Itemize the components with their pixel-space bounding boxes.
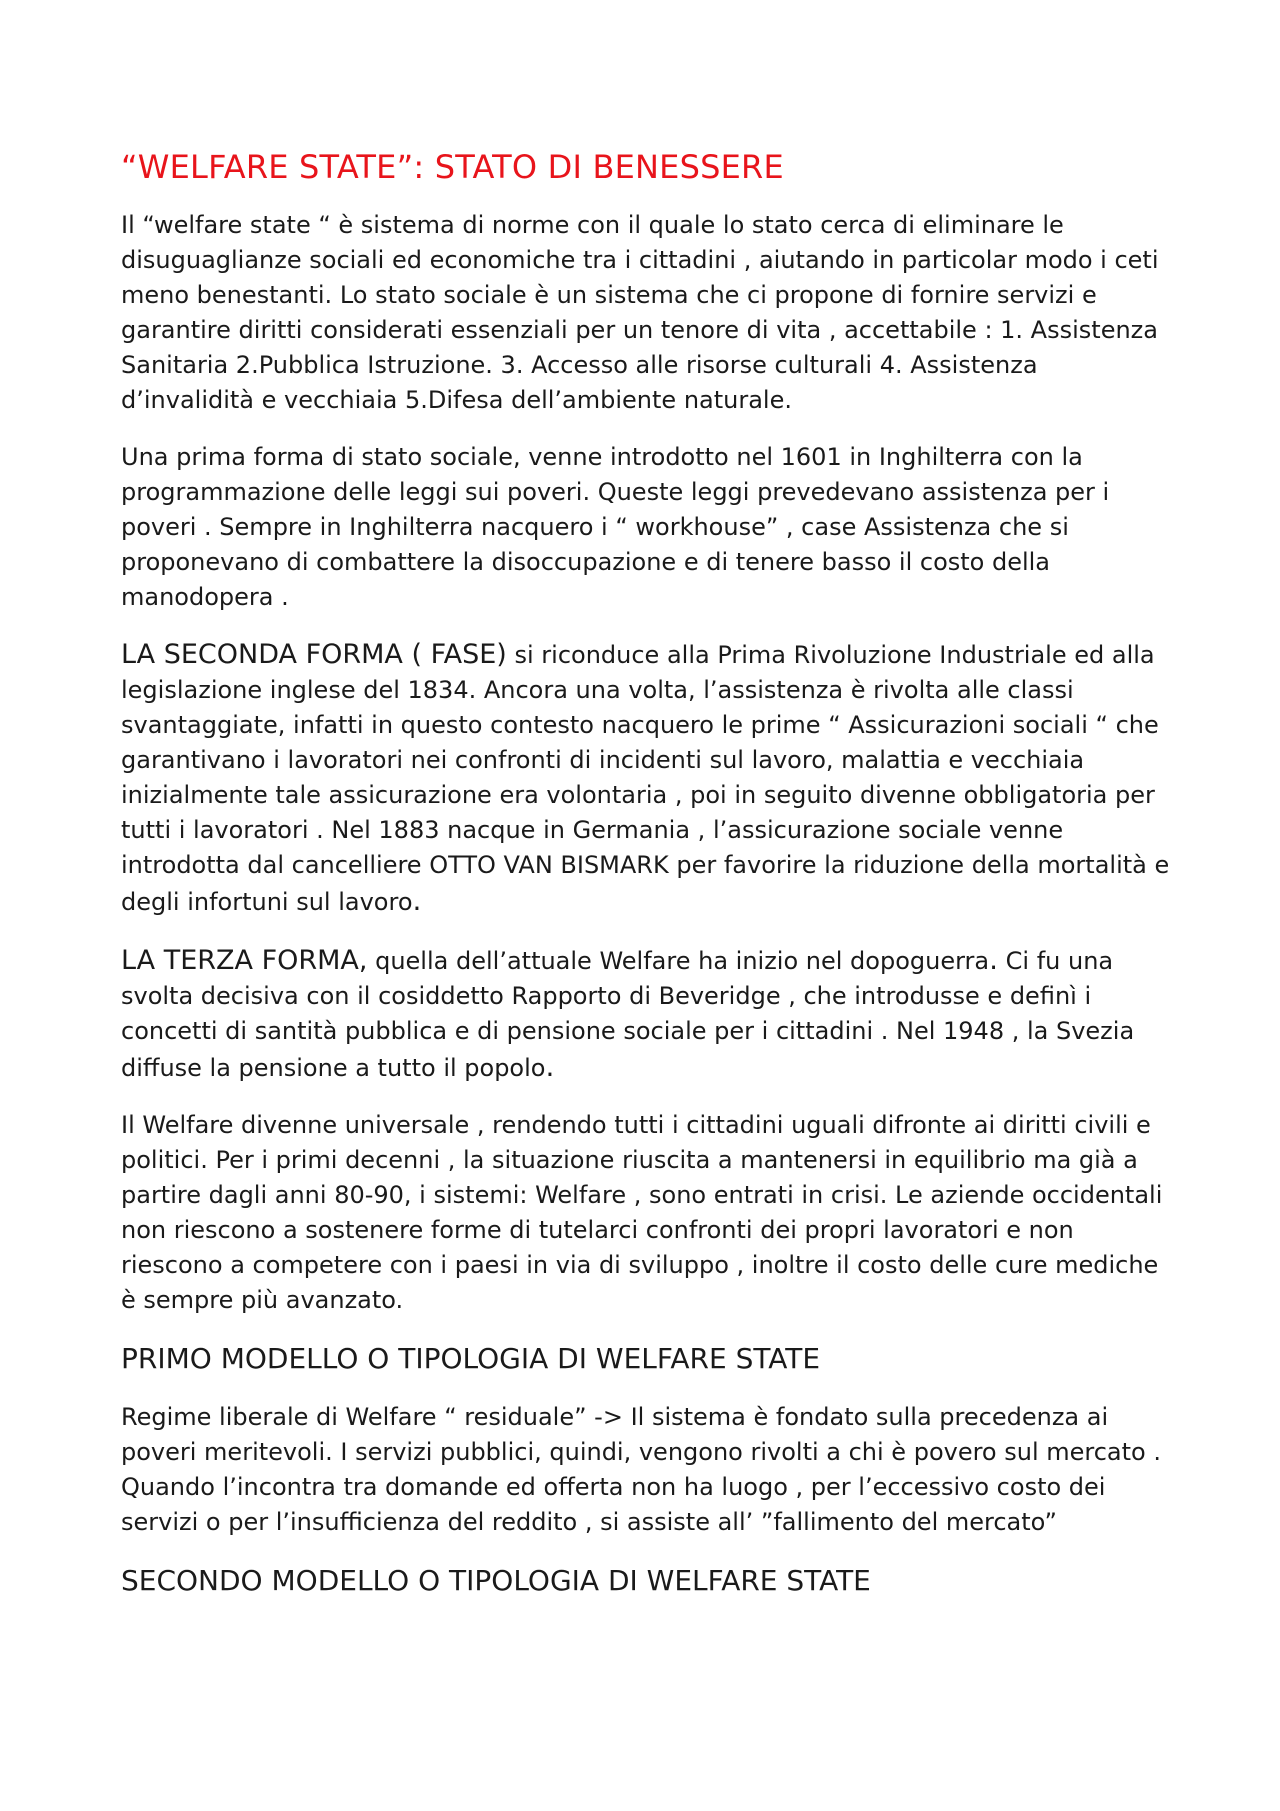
third-form-end: . [545,1050,555,1083]
second-form-body: si riconduce alla Prima Rivoluzione Industriale ed alla legislazione inglese del 1834. Ancora una volta, l’assistenza è rivolta alle classi svantaggiate, infatti in questo contesto nacquero le prime “ Assicurazioni sociali “ che garantivano i lavoratori nei confronti di incidenti sul lavoro, malattia e vecchiaia inizialmente tale assicurazione era volontaria , poi in seguito divenne obbligatoria per tutti i lavoratori . Nel 1883 nacque in Germania , l’assicurazione sociale venne introdotta dal cancelliere OTTO VAN BISMARK per favorire la riduzione della mortalità e degli infortuni sul lavoro [121,641,1170,916]
paragraph-definition: Il “welfare state “ è sistema di norme con il quale lo stato cerca di eliminare le disuguaglianze sociali ed economiche tra i cittadini , aiutando in particolar modo i ceti meno benestanti. Lo stato sociale è un sistema che ci propone di fornire servizi e garantire diritti considerati essenziali per un tenore di vita , accettabile : 1. Assistenza Sanitaria 2.Pubblica Istruzione. 3. Accesso alle risorse culturali 4. Assistenza d’invalidità e vecchiaia 5.Difesa dell’ambiente naturale. [121,211,1159,414]
document-page [121,148,1171,1622]
paragraph-third-form [121,942,1171,1086]
paragraph-first-form: Una prima forma di stato sociale, venne introdotto nel 1601 in Inghilterra con la programmazione delle leggi sui poveri. Queste leggi prevedevano assistenza per i poveri . Sempre in Inghilterra nacquero i “ workhouse” , case Assistenza che si proponevano di combattere la disoccupazione e di tenere basso il costo della manodopera . [121,443,1110,611]
second-form-lead: LA SECONDA FORMA ( FASE) [121,639,507,670]
heading-second-model: SECONDO MODELLO O TIPOLOGIA DI WELFARE STATE [121,1564,871,1597]
heading-first-model: PRIMO MODELLO O TIPOLOGIA DI WELFARE STATE [121,1342,821,1375]
third-form-lead: LA TERZA FORMA, [121,945,368,976]
document-title: “WELFARE STATE”: STATO DI BENESSERE [121,148,784,186]
paragraph-liberal-regime: Regime liberale di Welfare “ residuale” -> Il sistema è fondato sulla precedenza ai poveri meritevoli. I servizi pubblici, quindi, vengono rivolti a chi è povero sul mercato . Quando l’incontra tra domande ed offerta non ha luogo , per l’eccessivo costo dei servizi o per l’insufficienza del reddito , si assiste all’ ”fallimento del mercato” [121,1403,1161,1536]
third-form-rest: Ci fu una svolta decisiva con il cosiddetto Rapporto di Beveridge , che introdusse e definì i concetti di santità pubblica e di pensione sociale per i cittadini . Nel 1948 , la Svezia diffuse la pensione a tutto il popolo [121,947,1135,1082]
third-form-dot: . [989,943,999,976]
second-form-end: . [412,884,422,917]
third-form-body: quella dell’attuale Welfare ha inizio nel dopoguerra [367,947,990,975]
paragraph-second-form [121,637,1171,920]
paragraph-universal-welfare: Il Welfare divenne universale , rendendo tutti i cittadini uguali difronte ai diritti civili e politici. Per i primi decenni , la situazione riuscita a mantenersi in equilibrio ma già a partire dagli anni 80-90, i sistemi: Welfare , sono entrati in crisi. Le aziende occidentali non riescono a sostenere forme di tutelarci confronti dei propri lavoratori e non riescono a competere con i paesi in via di sviluppo , inoltre il costo delle cure mediche è sempre più avanzato. [121,1111,1163,1314]
